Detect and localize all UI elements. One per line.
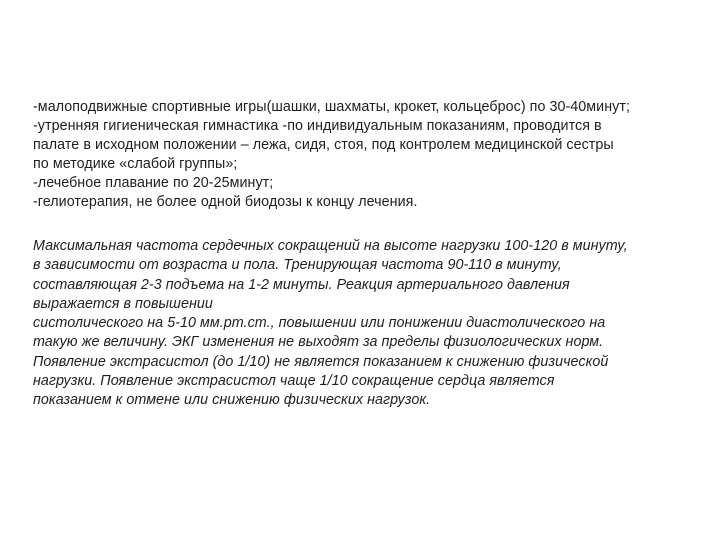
criteria-line-7: Появление экстрасистол (до 1/10) не является показанием к снижению физической	[33, 353, 609, 370]
criteria-line-3: составляющая 2-3 подъема на 1-2 минуты. Реакция артериального давления	[33, 276, 570, 293]
activity-regimen-paragraph	[33, 98, 705, 212]
regimen-line-2: -утренняя гигиеническая гимнастика -по индивидуальным показаниям, проводится в	[33, 118, 602, 134]
regimen-line-4: по методике «слабой группы»;	[33, 156, 238, 172]
regimen-line-3: палате в исходном положении – лежа, сидя, стоя, под контролем медицинской сестры	[33, 137, 614, 153]
load-criteria-paragraph	[33, 237, 708, 411]
criteria-line-1: Максимальная частота сердечных сокращений на высоте нагрузки 100-120 в минуту,	[33, 238, 628, 254]
criteria-line-6: такую же величину. ЭКГ изменения не выходят за пределы физиологических норм.	[33, 334, 604, 351]
criteria-line-2: в зависимости от возраста и пола. Тренирующая частота 90-110 в минуту,	[33, 257, 562, 274]
regimen-line-6: -гелиотерапия, не более одной биодозы к концу лечения.	[33, 194, 418, 210]
criteria-line-8: нагрузки. Появление экстрасистол чаще 1/10 сокращение сердца является	[33, 373, 555, 390]
criteria-line-9: показанием к отмене или снижению физических нагрузок.	[33, 392, 431, 409]
regimen-line-5: -лечебное плавание по 20-25минут;	[33, 175, 274, 191]
criteria-line-5: систолического на 5-10 мм.рт.ст., повышении или понижении диастолического на	[33, 315, 606, 332]
criteria-line-4: выражается в повышении	[33, 295, 213, 312]
regimen-line-1: -малоподвижные спортивные игры(шашки, шахматы, крокет, кольцеброс) по 30-40минут;	[33, 99, 630, 115]
